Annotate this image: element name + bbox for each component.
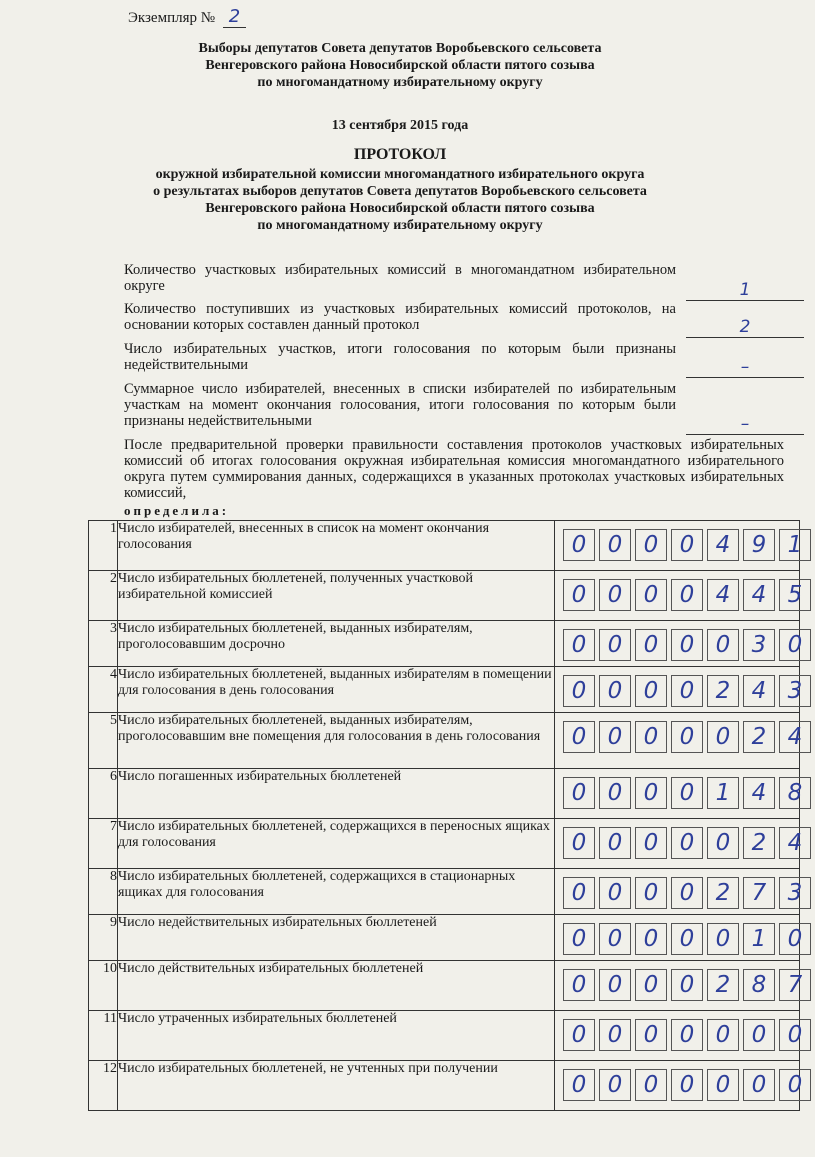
row-number: 6 [89, 769, 118, 819]
row-label: Число избирателей, внесенных в список на момент окончания голосования [118, 521, 555, 571]
info-item [124, 381, 676, 429]
result-row [89, 769, 800, 819]
digit-box: 0 [635, 529, 667, 561]
result-row [89, 961, 800, 1011]
digit-box: 0 [707, 1069, 739, 1101]
row-value [555, 1011, 803, 1061]
result-row [89, 571, 800, 621]
row-number: 12 [89, 1061, 118, 1111]
digit-box: 0 [563, 969, 595, 1001]
row-number: 1 [89, 521, 118, 571]
info-item [124, 341, 676, 373]
digit-box: 0 [563, 877, 595, 909]
info-value: – [686, 414, 804, 435]
subtitle-line: по многомандатному избирательному округу [257, 218, 543, 233]
digit-box: 4 [743, 579, 775, 611]
digit-boxes [563, 777, 815, 809]
row-value [555, 521, 803, 571]
result-row [89, 1011, 800, 1061]
row-number: 5 [89, 713, 118, 769]
digit-boxes [563, 1019, 815, 1051]
row-value [555, 961, 803, 1011]
digit-box: 2 [707, 675, 739, 707]
digit-box: 0 [599, 629, 631, 661]
digit-box: 1 [743, 923, 775, 955]
digit-box: 0 [707, 721, 739, 753]
result-row [89, 667, 800, 713]
row-label: Число избирательных бюллетеней, содержащихся в переносных ящиках для голосования [118, 819, 555, 869]
copy-number: 2 [223, 6, 246, 28]
digit-box: 2 [707, 877, 739, 909]
row-label: Число избирательных бюллетеней, полученных участковой избирательной комиссией [118, 571, 555, 621]
digit-box: 0 [599, 529, 631, 561]
digit-box: 0 [563, 1019, 595, 1051]
digit-box: 1 [779, 529, 811, 561]
digit-box: 0 [599, 579, 631, 611]
digit-boxes [563, 969, 815, 1001]
digit-box: 5 [779, 579, 811, 611]
digit-boxes [563, 579, 815, 611]
result-row [89, 621, 800, 667]
digit-box: 0 [671, 721, 703, 753]
digit-box: 0 [635, 629, 667, 661]
digit-box: 4 [779, 827, 811, 859]
row-number: 3 [89, 621, 118, 667]
row-number: 9 [89, 915, 118, 961]
digit-box: 0 [563, 721, 595, 753]
row-label: Число избирательных бюллетеней, выданных избирателям, проголосовавшим досрочно [118, 621, 555, 667]
digit-box: 0 [635, 1069, 667, 1101]
info-value: 1 [686, 280, 804, 301]
digit-box: 0 [599, 675, 631, 707]
digit-box: 0 [563, 579, 595, 611]
digit-box: 0 [635, 675, 667, 707]
digit-box: 8 [743, 969, 775, 1001]
row-value [555, 915, 803, 961]
digit-box: 0 [743, 1019, 775, 1051]
digit-box: 0 [671, 923, 703, 955]
digit-box: 0 [635, 1019, 667, 1051]
digit-box: 4 [743, 777, 775, 809]
digit-box: 0 [743, 1069, 775, 1101]
digit-box: 0 [779, 1069, 811, 1101]
digit-box: 0 [635, 827, 667, 859]
digit-box: 0 [707, 629, 739, 661]
digit-box: 2 [743, 721, 775, 753]
row-label: Число избирательных бюллетеней, выданных избирателям в помещении для голосования в день голосования [118, 667, 555, 713]
header-line: по многомандатному избирательному округу [257, 75, 543, 90]
subtitle-line: Венгеровского района Новосибирской области пятого созыва [205, 201, 595, 216]
digit-box: 0 [635, 721, 667, 753]
digit-box: 4 [779, 721, 811, 753]
digit-box: 0 [635, 923, 667, 955]
digit-box: 0 [671, 579, 703, 611]
digit-boxes [563, 827, 815, 859]
row-number: 2 [89, 571, 118, 621]
determined-label: определила: [124, 503, 230, 518]
digit-box: 0 [635, 579, 667, 611]
digit-box: 0 [599, 1069, 631, 1101]
digit-box: 0 [599, 1019, 631, 1051]
digit-box: 0 [671, 777, 703, 809]
digit-box: 4 [707, 579, 739, 611]
digit-box: 0 [671, 969, 703, 1001]
digit-box: 0 [599, 969, 631, 1001]
digit-box: 4 [743, 675, 775, 707]
digit-box: 0 [563, 629, 595, 661]
digit-boxes [563, 675, 815, 707]
result-row [89, 521, 800, 571]
row-label: Число действительных избирательных бюллетеней [118, 961, 555, 1011]
digit-box: 0 [707, 1019, 739, 1051]
digit-boxes [563, 877, 815, 909]
election-date: 13 сентября 2015 года [331, 118, 469, 133]
digit-box: 9 [743, 529, 775, 561]
row-value [555, 869, 803, 915]
digit-box: 0 [707, 827, 739, 859]
digit-box: 0 [635, 877, 667, 909]
info-value: 2 [686, 317, 804, 338]
results-table [88, 520, 803, 1111]
info-text: Суммарное число избирателей, внесенных в списки избирателей по избирательным участкам на момент окончания голосования, итоги голосования по которым были признаны недействительными [124, 381, 676, 429]
info-text: Количество поступивших из участковых избирательных комиссий протоколов, на основании которых составлен данный протокол [124, 301, 676, 333]
row-label: Число утраченных избирательных бюллетеней [118, 1011, 555, 1061]
digit-box: 0 [671, 629, 703, 661]
row-label: Число недействительных избирательных бюллетеней [118, 915, 555, 961]
intro-paragraph: После предварительной проверки правильности составления протоколов участковых избирательных комиссий об итогах голосования окружная избирательная комиссия многомандатного избирательного округа путем суммирования данных, содержащихся в указанных протоколах участковых избирательных комиссий, [124, 437, 784, 501]
digit-boxes [563, 1069, 815, 1101]
protocol-subtitle [0, 166, 800, 234]
digit-box: 0 [563, 827, 595, 859]
row-value [555, 1061, 803, 1111]
row-label: Число избирательных бюллетеней, не учтенных при получении [118, 1061, 555, 1111]
result-row [89, 713, 800, 769]
digit-box: 0 [599, 777, 631, 809]
digit-boxes [563, 529, 815, 561]
protocol-title: ПРОТОКОЛ [353, 146, 447, 163]
digit-box: 0 [779, 923, 811, 955]
header-line: Венгеровского района Новосибирской области пятого созыва [205, 58, 595, 73]
digit-box: 0 [671, 1019, 703, 1051]
result-row [89, 819, 800, 869]
row-label: Число избирательных бюллетеней, выданных избирателям, проголосовавшим вне помещения для голосования в день голосования [118, 713, 555, 769]
digit-box: 0 [599, 827, 631, 859]
election-header [0, 40, 800, 91]
header-line: Выборы депутатов Совета депутатов Воробьевского сельсовета [198, 41, 602, 56]
info-text: Число избирательных участков, итоги голосования по которым были признаны недействительными [124, 341, 676, 373]
digit-box: 0 [635, 969, 667, 1001]
digit-box: 1 [707, 777, 739, 809]
row-number: 8 [89, 869, 118, 915]
digit-box: 0 [671, 877, 703, 909]
row-value [555, 667, 803, 713]
digit-boxes [563, 923, 815, 955]
digit-box: 3 [779, 877, 811, 909]
digit-box: 0 [707, 923, 739, 955]
subtitle-line: о результатах выборов депутатов Совета депутатов Воробьевского сельсовета [153, 184, 647, 199]
row-label: Число погашенных избирательных бюллетеней [118, 769, 555, 819]
row-value [555, 571, 803, 621]
result-row [89, 1061, 800, 1111]
subtitle-line: окружной избирательной комиссии многомандатного избирательного округа [155, 167, 645, 182]
row-value [555, 621, 803, 667]
row-number: 7 [89, 819, 118, 869]
row-number: 10 [89, 961, 118, 1011]
digit-boxes [563, 721, 815, 753]
digit-box: 2 [743, 827, 775, 859]
digit-box: 0 [563, 675, 595, 707]
digit-box: 2 [707, 969, 739, 1001]
digit-box: 4 [707, 529, 739, 561]
digit-box: 0 [671, 827, 703, 859]
result-row [89, 869, 800, 915]
copy-label: Экземпляр № [128, 10, 216, 26]
info-text: Количество участковых избирательных комиссий в многомандатном избирательном округе [124, 262, 676, 294]
info-item [124, 301, 676, 333]
digit-box: 0 [599, 923, 631, 955]
digit-box: 8 [779, 777, 811, 809]
digit-box: 0 [635, 777, 667, 809]
row-value [555, 819, 803, 869]
digit-box: 0 [563, 923, 595, 955]
digit-box: 0 [563, 529, 595, 561]
digit-box: 7 [779, 969, 811, 1001]
result-row [89, 915, 800, 961]
digit-box: 0 [563, 1069, 595, 1101]
digit-box: 0 [599, 877, 631, 909]
digit-box: 0 [563, 777, 595, 809]
digit-box: 3 [779, 675, 811, 707]
digit-box: 0 [599, 721, 631, 753]
copy-number-line [128, 6, 246, 27]
row-value [555, 769, 803, 819]
digit-box: 0 [671, 1069, 703, 1101]
digit-box: 0 [779, 1019, 811, 1051]
info-value: – [686, 357, 804, 378]
row-value [555, 713, 803, 769]
row-label: Число избирательных бюллетеней, содержащихся в стационарных ящиках для голосования [118, 869, 555, 915]
row-number: 4 [89, 667, 118, 713]
digit-box: 0 [671, 675, 703, 707]
digit-box: 0 [779, 629, 811, 661]
digit-box: 0 [671, 529, 703, 561]
digit-box: 3 [743, 629, 775, 661]
info-item [124, 262, 676, 294]
digit-box: 7 [743, 877, 775, 909]
digit-boxes [563, 629, 815, 661]
row-number: 11 [89, 1011, 118, 1061]
